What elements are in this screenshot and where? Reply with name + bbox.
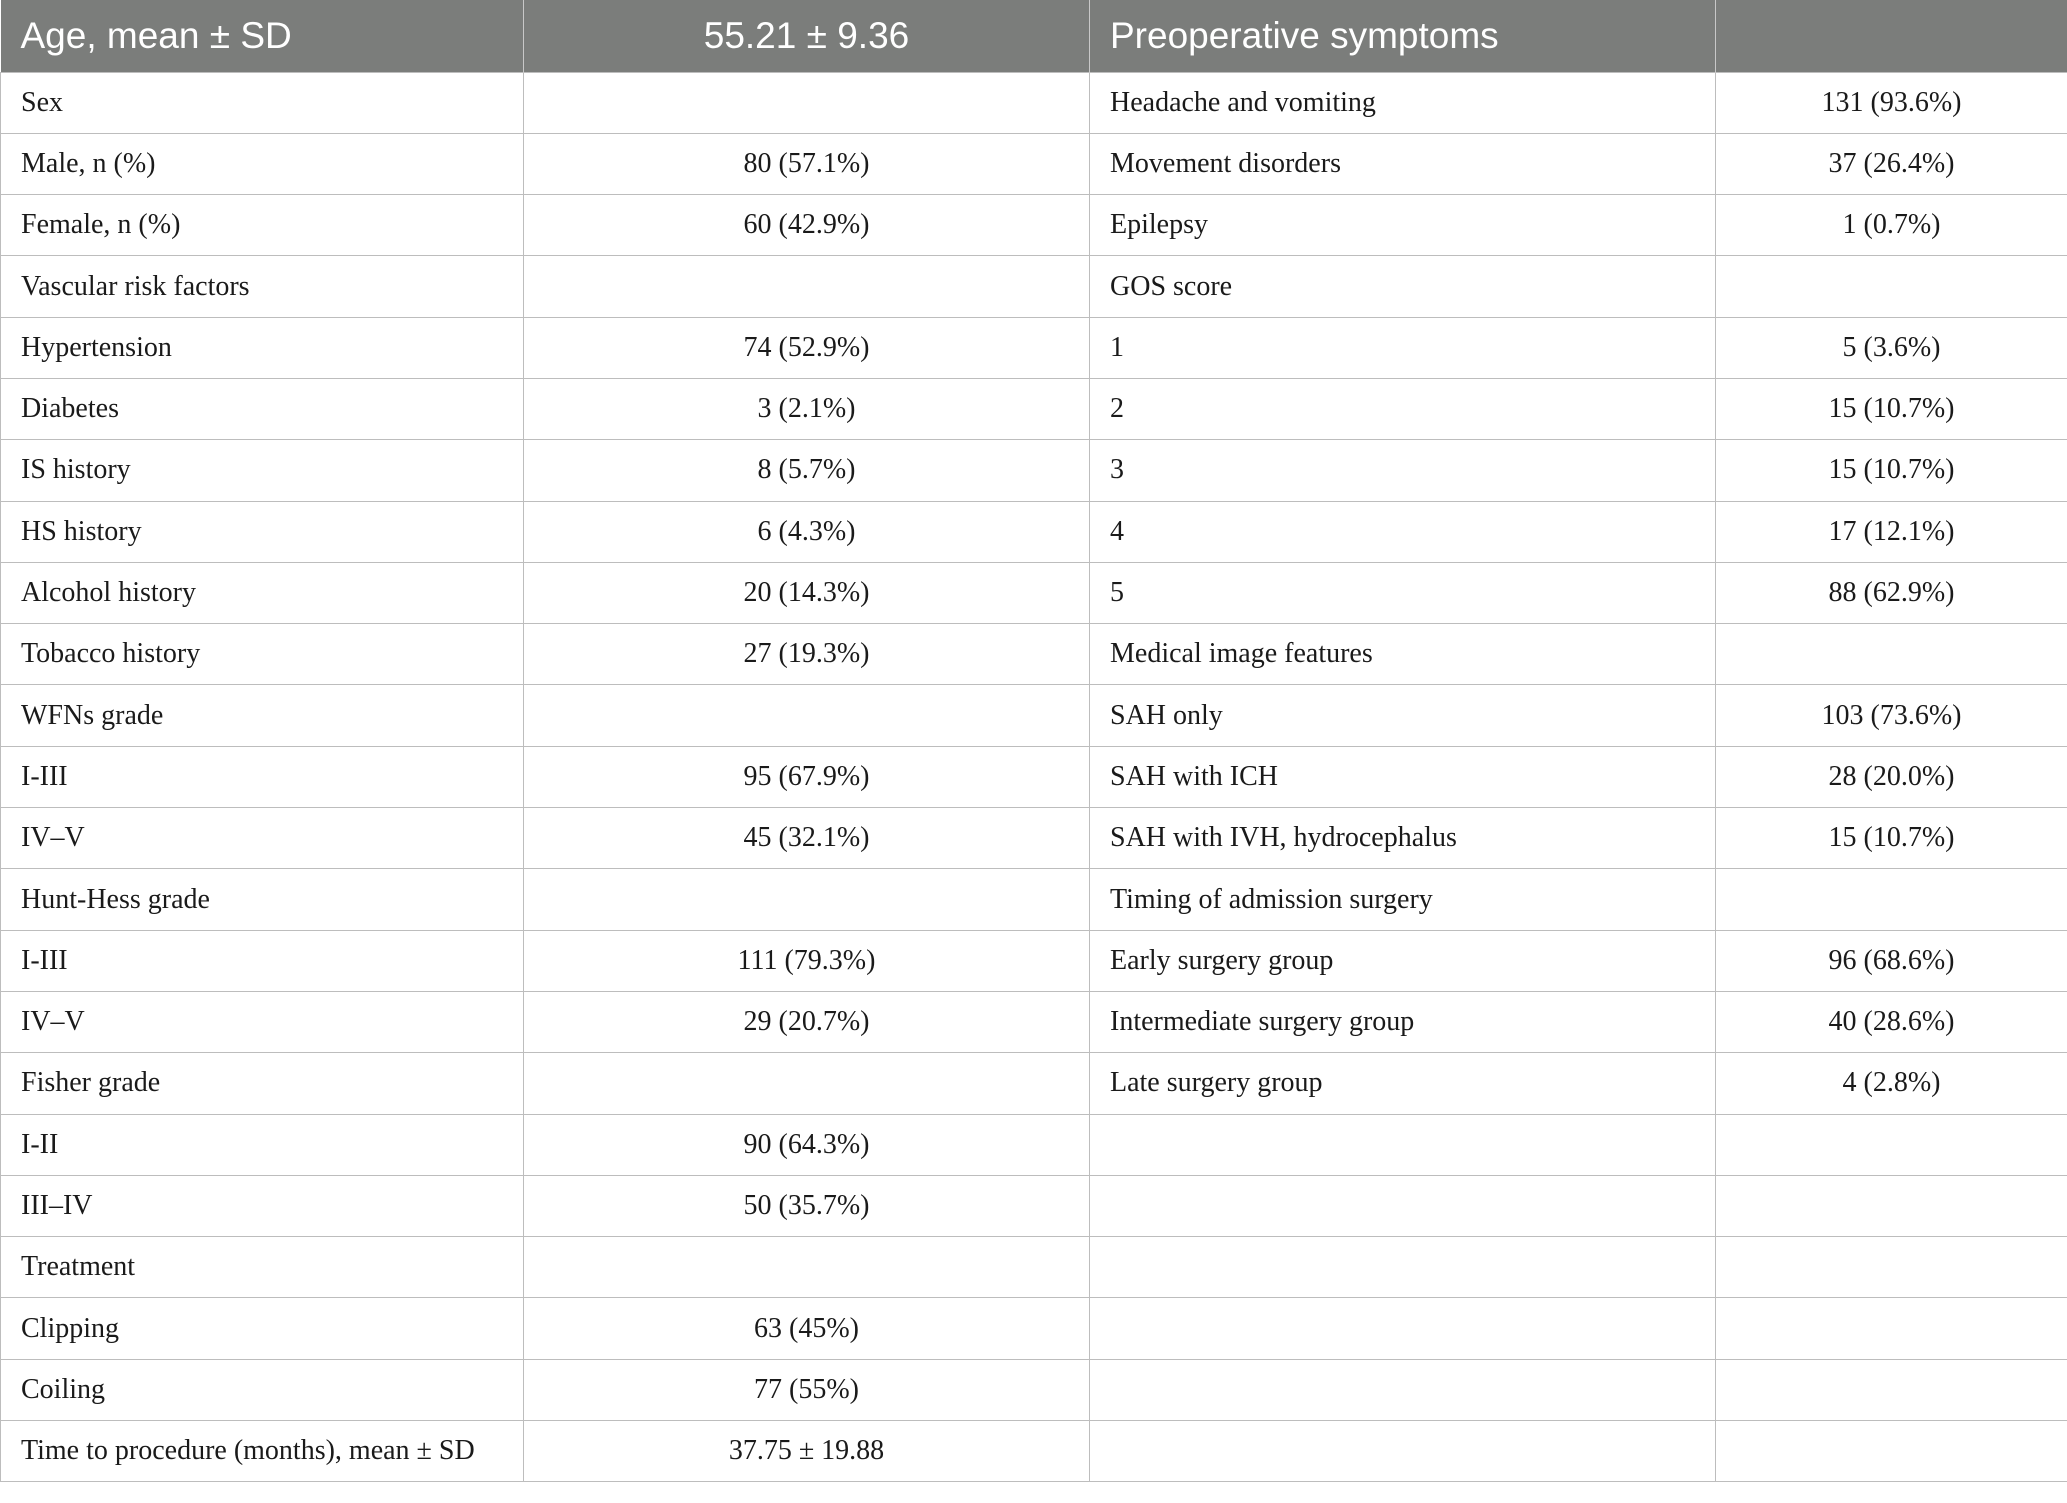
right-label-cell: SAH with ICH (1090, 746, 1716, 807)
table-row (1, 746, 2067, 807)
header-row (1, 0, 2067, 72)
table-row (1, 869, 2067, 930)
left-label-cell: Time to procedure (months), mean ± SD (1, 1421, 524, 1482)
left-label-cell: IV–V (1, 991, 524, 1052)
right-label-cell: SAH with IVH, hydrocephalus (1090, 808, 1716, 869)
left-label-cell: Female, n (%) (1, 195, 524, 256)
left-label-cell: WFNs grade (1, 685, 524, 746)
right-label-cell: Intermediate surgery group (1090, 991, 1716, 1052)
left-value-cell: 90 (64.3%) (524, 1114, 1090, 1175)
right-value-cell: 96 (68.6%) (1716, 930, 2067, 991)
left-label-cell: Treatment (1, 1237, 524, 1298)
left-value-cell: 63 (45%) (524, 1298, 1090, 1359)
right-value-cell: 4 (2.8%) (1716, 1053, 2067, 1114)
left-label-cell: III–IV (1, 1175, 524, 1236)
right-label-cell (1090, 1114, 1716, 1175)
table-row (1, 624, 2067, 685)
left-label-cell: Fisher grade (1, 1053, 524, 1114)
right-value-cell: 131 (93.6%) (1716, 72, 2067, 133)
table-row (1, 1421, 2067, 1482)
table-row (1, 133, 2067, 194)
right-label-cell: 2 (1090, 378, 1716, 439)
right-value-cell (1716, 624, 2067, 685)
left-value-cell: 27 (19.3%) (524, 624, 1090, 685)
left-value-cell: 6 (4.3%) (524, 501, 1090, 562)
right-value-cell: 28 (20.0%) (1716, 746, 2067, 807)
table-row (1, 1298, 2067, 1359)
left-value-cell: 77 (55%) (524, 1359, 1090, 1420)
right-value-cell: 88 (62.9%) (1716, 562, 2067, 623)
header-age-value: 55.21 ± 9.36 (524, 0, 1090, 72)
header-empty-cell (1716, 0, 2067, 72)
table-row (1, 1053, 2067, 1114)
left-label-cell: I-III (1, 746, 524, 807)
left-value-cell: 80 (57.1%) (524, 133, 1090, 194)
left-value-cell: 8 (5.7%) (524, 440, 1090, 501)
right-label-cell: Timing of admission surgery (1090, 869, 1716, 930)
table-body (1, 72, 2067, 1482)
right-label-cell (1090, 1175, 1716, 1236)
left-value-cell: 20 (14.3%) (524, 562, 1090, 623)
right-value-cell (1716, 256, 2067, 317)
right-label-cell: Headache and vomiting (1090, 72, 1716, 133)
table-row (1, 991, 2067, 1052)
table-row (1, 1359, 2067, 1420)
left-label-cell: I-III (1, 930, 524, 991)
left-label-cell: Diabetes (1, 378, 524, 439)
right-label-cell: Epilepsy (1090, 195, 1716, 256)
table-row (1, 1114, 2067, 1175)
left-label-cell: Tobacco history (1, 624, 524, 685)
left-value-cell (524, 72, 1090, 133)
right-value-cell (1716, 1114, 2067, 1175)
right-value-cell: 40 (28.6%) (1716, 991, 2067, 1052)
right-value-cell: 17 (12.1%) (1716, 501, 2067, 562)
left-label-cell: I-II (1, 1114, 524, 1175)
left-value-cell: 50 (35.7%) (524, 1175, 1090, 1236)
right-value-cell (1716, 1175, 2067, 1236)
table-row (1, 317, 2067, 378)
left-label-cell: Alcohol history (1, 562, 524, 623)
table-row (1, 195, 2067, 256)
left-value-cell (524, 256, 1090, 317)
left-value-cell: 45 (32.1%) (524, 808, 1090, 869)
left-value-cell: 3 (2.1%) (524, 378, 1090, 439)
right-value-cell (1716, 1359, 2067, 1420)
header-preoperative-symptoms: Preoperative symptoms (1090, 0, 1716, 72)
right-label-cell: SAH only (1090, 685, 1716, 746)
table-row (1, 808, 2067, 869)
left-value-cell: 95 (67.9%) (524, 746, 1090, 807)
right-label-cell: 4 (1090, 501, 1716, 562)
left-label-cell: Hypertension (1, 317, 524, 378)
right-value-cell: 15 (10.7%) (1716, 378, 2067, 439)
left-value-cell (524, 869, 1090, 930)
left-label-cell: Clipping (1, 1298, 524, 1359)
right-label-cell (1090, 1298, 1716, 1359)
table-row (1, 930, 2067, 991)
table-row (1, 1237, 2067, 1298)
table-row (1, 72, 2067, 133)
left-value-cell: 37.75 ± 19.88 (524, 1421, 1090, 1482)
left-label-cell: IS history (1, 440, 524, 501)
right-value-cell (1716, 869, 2067, 930)
right-label-cell: Movement disorders (1090, 133, 1716, 194)
left-label-cell: Sex (1, 72, 524, 133)
right-label-cell: 5 (1090, 562, 1716, 623)
right-label-cell (1090, 1237, 1716, 1298)
left-label-cell: Vascular risk factors (1, 256, 524, 317)
left-value-cell: 60 (42.9%) (524, 195, 1090, 256)
right-value-cell (1716, 1237, 2067, 1298)
right-value-cell (1716, 1421, 2067, 1482)
right-label-cell: GOS score (1090, 256, 1716, 317)
right-label-cell: Early surgery group (1090, 930, 1716, 991)
right-value-cell (1716, 1298, 2067, 1359)
left-label-cell: IV–V (1, 808, 524, 869)
left-label-cell: Male, n (%) (1, 133, 524, 194)
right-value-cell: 103 (73.6%) (1716, 685, 2067, 746)
table-row (1, 562, 2067, 623)
table-row (1, 378, 2067, 439)
right-value-cell: 5 (3.6%) (1716, 317, 2067, 378)
table-row (1, 501, 2067, 562)
right-value-cell: 15 (10.7%) (1716, 808, 2067, 869)
right-label-cell: 3 (1090, 440, 1716, 501)
header-age-label: Age, mean ± SD (1, 0, 524, 72)
right-value-cell: 1 (0.7%) (1716, 195, 2067, 256)
left-value-cell: 111 (79.3%) (524, 930, 1090, 991)
right-label-cell (1090, 1421, 1716, 1482)
table-row (1, 1175, 2067, 1236)
left-value-cell (524, 685, 1090, 746)
right-label-cell: 1 (1090, 317, 1716, 378)
table-row (1, 685, 2067, 746)
right-label-cell (1090, 1359, 1716, 1420)
right-value-cell: 15 (10.7%) (1716, 440, 2067, 501)
left-value-cell (524, 1053, 1090, 1114)
left-label-cell: HS history (1, 501, 524, 562)
left-value-cell: 29 (20.7%) (524, 991, 1090, 1052)
left-label-cell: Coiling (1, 1359, 524, 1420)
table-header (1, 0, 2067, 72)
table-row (1, 256, 2067, 317)
left-value-cell (524, 1237, 1090, 1298)
left-label-cell: Hunt-Hess grade (1, 869, 524, 930)
left-value-cell: 74 (52.9%) (524, 317, 1090, 378)
table-row (1, 440, 2067, 501)
right-label-cell: Late surgery group (1090, 1053, 1716, 1114)
right-value-cell: 37 (26.4%) (1716, 133, 2067, 194)
right-label-cell: Medical image features (1090, 624, 1716, 685)
